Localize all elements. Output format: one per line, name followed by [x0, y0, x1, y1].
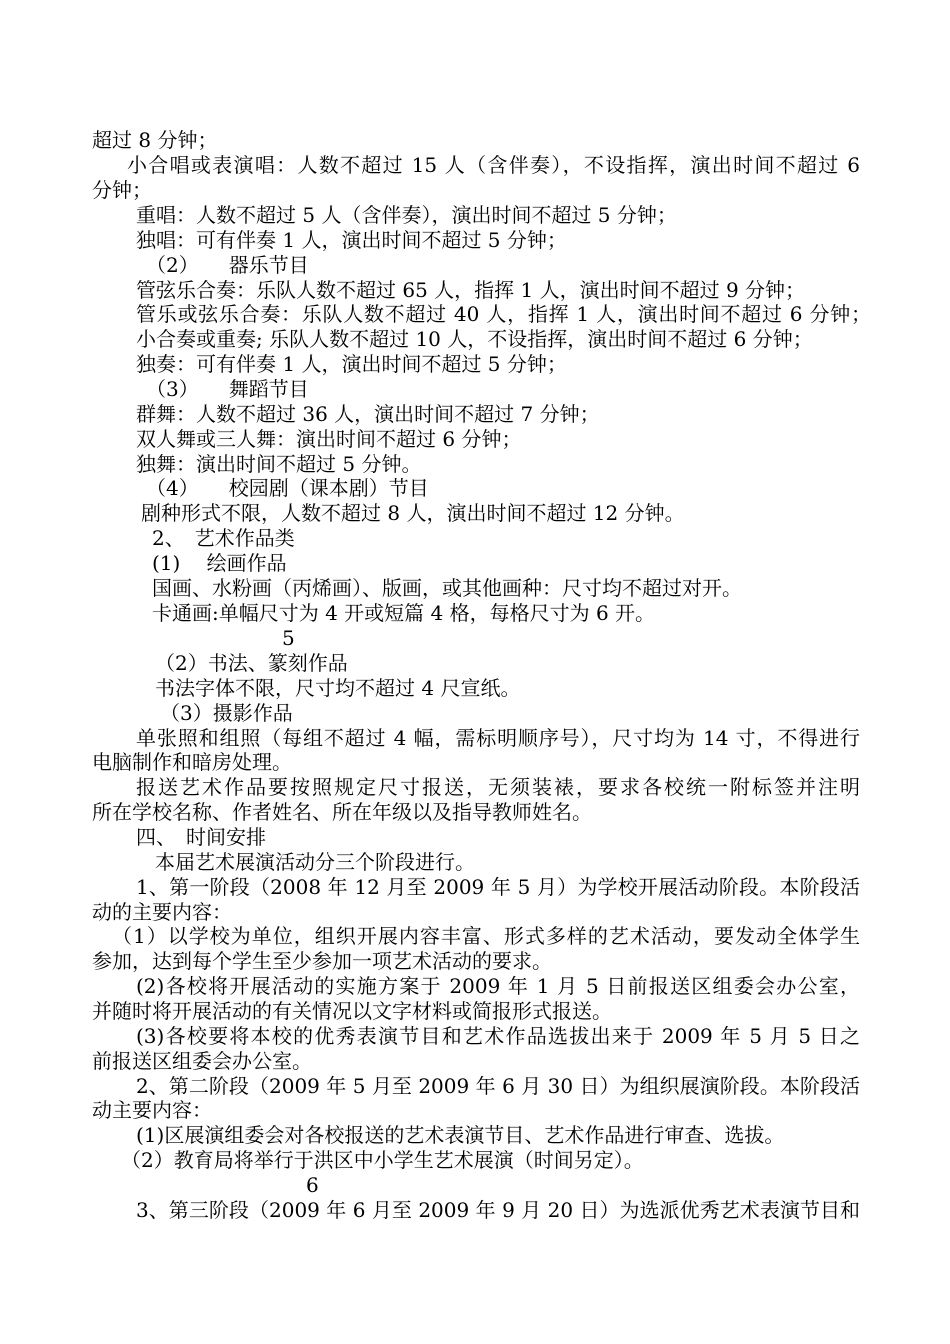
section-heading: （2） 器乐节目: [146, 253, 309, 277]
text-line: 小合唱或表演唱：人数不超过 15 人（含伴奏），不设指挥，演出时间不超过 6: [127, 153, 860, 177]
section-heading: （3） 舞蹈节目: [146, 377, 309, 401]
text-line: 剧种形式不限，人数不超过 8 人，演出时间不超过 12 分钟。: [141, 501, 685, 525]
section-heading: （4） 校园剧（课本剧）节目: [146, 476, 429, 500]
text-line: 动的主要内容：: [92, 900, 232, 924]
text-line: 独唱：可有伴奏 1 人，演出时间不超过 5 分钟；: [136, 228, 567, 252]
text-line: 国画、水粉画（丙烯画）、版画，或其他画种：尺寸均不超过对开。: [152, 576, 742, 600]
text-line: 2、第二阶段（2009 年 5 月至 2009 年 6 月 30 日）为组织展演阶段。本阶段活: [136, 1074, 860, 1098]
text-line: 本届艺术展演活动分三个阶段进行。: [155, 850, 475, 874]
text-line: 1、第一阶段（2008 年 12 月至 2009 年 5 月）为学校开展活动阶段。本阶段活: [136, 875, 860, 899]
page-number: 6: [306, 1173, 319, 1197]
text-line: 管乐或弦乐合奏：乐队人数不超过 40 人，指挥 1 人，演出时间不超过 6 分钟；: [136, 302, 871, 326]
text-line: （2）教育局将举行于洪区中小学生艺术展演（时间另定）。: [121, 1148, 644, 1172]
text-line: (2)各校将开展活动的实施方案于 2009 年 1 月 5 日前报送区组委会办公室，: [136, 974, 860, 998]
text-line: 电脑制作和暗房处理。: [92, 750, 292, 774]
text-line: 超过 8 分钟；: [92, 128, 218, 152]
text-line: 管弦乐合奏：乐队人数不超过 65 人，指挥 1 人，演出时间不超过 9 分钟；: [136, 278, 806, 302]
text-line: 报送艺术作品要按照规定尺寸报送，无须装裱，要求各校统一附标签并注明: [136, 775, 860, 799]
text-line: 群舞：人数不超过 36 人，演出时间不超过 7 分钟；: [136, 402, 600, 426]
section-heading: （3）摄影作品: [160, 701, 293, 725]
text-line: 分钟；: [92, 178, 152, 202]
text-line: 所在学校名称、作者姓名、所在年级以及指导教师姓名。: [92, 800, 592, 824]
section-heading: 2、 艺术作品类: [152, 526, 295, 550]
section-heading: 四、 时间安排: [136, 825, 266, 849]
text-line: 重唱：人数不超过 5 人（含伴奏），演出时间不超过 5 分钟；: [136, 203, 677, 227]
section-heading: (1) 绘画作品: [152, 551, 287, 575]
page-number: 5: [282, 626, 295, 650]
text-line: 3、第三阶段（2009 年 6 月至 2009 年 9 月 20 日）为选派优秀艺术表演节目和: [136, 1198, 860, 1222]
text-line: 双人舞或三人舞：演出时间不超过 6 分钟；: [136, 427, 522, 451]
text-line: 前报送区组委会办公室。: [92, 1049, 312, 1073]
text-line: 参加，达到每个学生至少参加一项艺术活动的要求。: [92, 949, 552, 973]
text-line: 独奏：可有伴奏 1 人，演出时间不超过 5 分钟；: [136, 352, 567, 376]
text-line: 小合奏或重奏; 乐队人数不超过 10 人，不设指挥，演出时间不超过 6 分钟；: [136, 327, 813, 351]
text-line: 独舞：演出时间不超过 5 分钟。: [136, 452, 422, 476]
text-line: （1）以学校为单位，组织开展内容丰富、形式多样的艺术活动，要发动全体学生: [112, 924, 860, 948]
text-line: 并随时将开展活动的有关情况以文字材料或简报形式报送。: [92, 999, 612, 1023]
text-line: (1)区展演组委会对各校报送的艺术表演节目、艺术作品进行审查、选拔。: [136, 1123, 785, 1147]
section-heading: （2）书法、篆刻作品: [155, 651, 348, 675]
text-line: 单张照和组照（每组不超过 4 幅，需标明顺序号），尺寸均为 14 寸，不得进行: [136, 726, 860, 750]
text-line: (3)各校要将本校的优秀表演节目和艺术作品选拔出来于 2009 年 5 月 5 日之: [136, 1024, 860, 1048]
text-line: 卡通画:单幅尺寸为 4 开或短篇 4 格，每格尺寸为 6 开。: [152, 601, 656, 625]
text-line: 动主要内容：: [92, 1098, 212, 1122]
text-line: 书法字体不限，尺寸均不超过 4 尺宣纸。: [155, 676, 521, 700]
